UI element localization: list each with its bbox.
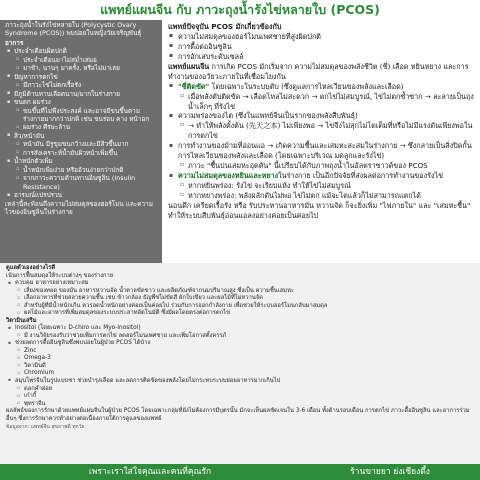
- symptom-item-sublist: [14, 107, 158, 132]
- symptom-item-subitem: ▫ มีภาวะไข่ไม่ตกเรื้อรัง: [23, 81, 158, 89]
- symptoms-panel: [0, 20, 162, 263]
- tcm-cause-term: ความไม่สมดุลของหยินและหยาง: [178, 171, 279, 181]
- tcm-label: แพทย์แผนจีน: [168, 61, 210, 71]
- supplement-item-subitem: ▫ ดอกคำฝอย: [24, 386, 475, 394]
- symptom-item-subitem: ▫ จากภาวะความต้านทานอินซูลิน (Insulin Resistance): [23, 174, 158, 191]
- tcm-cause-text: ความพร่องของไต (ซึ่งในแพทย์จีนเป็นรากของพลังสืบพันธุ์): [178, 111, 358, 121]
- modern-cause-item: ▪ การดื้อต่ออินซูลิน: [178, 42, 477, 52]
- supplement-item: [15, 340, 475, 378]
- symptom-item-subitem: ▫ ขนขึ้นที่ไม่พึงประสงค์ และอาจมีขนขึ้นตามร่างกายมากกว่าปกติ เช่น ขนรอบ คาง หน้าอก: [23, 107, 158, 124]
- tcm-cause-subitem: ▫ หากหยินพร่อง: รังไข่ จะเรียบแห้ง ทำให้ไข่ไม่สมบูรณ์: [188, 181, 477, 191]
- modern-cause-item: ▪ ความไม่สมดุลของฮอร์โมนเพศชายที่สูงผิดปกติ: [178, 32, 477, 42]
- self-care-list: [6, 280, 475, 318]
- lifestyle-note: นอนดึก เครียดเรื้อรัง หรือ รับประทานอาหารมัน หวานจัด ก็จะยิ่งเพิ่ม "ไฟภายใน" และ "เสมหะชื้น" ทำให้ระบบสืบพันธุ์อ่อนแอลงอย่างค่อยเป็นค่อยไป: [168, 200, 471, 220]
- pcos-intro: ภาวะถุงน้ำในรังไข่หลายใบ (Polycystic Ovary Syndrome (PCOS)) พบบ่อยในหญิงวัยเจริญพันธุ์: [5, 21, 142, 38]
- tcm-cause-text: โดยเฉพาะในระบบตับ (ซึ่งดูแลการไหลเวียนของพลังและเลือด): [209, 81, 404, 91]
- symptom-item: [14, 90, 158, 98]
- tcm-cause-item: [178, 171, 477, 201]
- tcm-cause-text: การทำงานของม้ามที่อ่อนแอ → เกิดความชื้นและเสมหะสะสมในร่างกาย → ซึ่งกลายเป็นสิ่งปิดกั้นการไหลเวียนของพลังและเลือด (โดยเฉพาะบริเวณ มดลูกและรังไข่): [178, 141, 472, 161]
- symptom-item-text: อารมณ์แปรปรวน: [14, 191, 63, 200]
- symptom-item-text: น้ำหนักตัวเพิ่ม: [14, 157, 53, 166]
- symptoms-summary: เหล่านี้สะท้อนถึงความไม่สมดุลของฮอร์โมน และความไวของอินซูลินในร่างกาย: [5, 199, 153, 216]
- supplement-item-sublist: [15, 348, 475, 378]
- self-care-section: [0, 263, 480, 464]
- symptom-item-sublist: [14, 140, 158, 157]
- tcm-cause-term: "ชี่ติดขัด": [178, 81, 210, 91]
- supplement-item-text: ช่วยลดการดื้ออินซูลินซึ่งพบบ่อยในผู้ป่วย PCOS ได้บ้าง: [15, 340, 151, 347]
- symptoms-list: [5, 47, 158, 199]
- symptom-item-text: ขนดก ผมร่วง: [14, 98, 51, 107]
- symptoms-heading: อาการ: [5, 38, 24, 47]
- supplement-item: [15, 378, 475, 408]
- tcm-cause-subitem: ▫ ภาวะ "ชื้นปนเสมหะอุดตัน" นี้เปรียบได้กับภาพถุงน้ำในอัลตราซาวด์ของ PCOS: [188, 161, 477, 171]
- modern-cause-item: ▪ การอักเสบระดับเซลล์: [178, 52, 477, 62]
- tcm-cause-sublist: [178, 121, 477, 141]
- tcm-causes-list: [168, 82, 477, 201]
- tcm-cause-text: ในร่างกาย เป็นอีกปัจจัยที่ส่งผลต่อการทำงานของรังไข่: [278, 171, 444, 181]
- supplement-item-subitem: ▫ พุทราจีน: [24, 401, 475, 409]
- supplement-item-subitem: ▫ Zinc: [24, 348, 475, 356]
- supplement-item-subitem: ▫ เก๋ากี้: [24, 393, 475, 401]
- care-item-subitem: ▫ เลือกอาหารที่ช่วยสลายความชื้น เช่น ข้าวกล้อง ธัญพืชไม่ขัดสี ผักใบเขียว และผลไม้ที่ไม่หวานจัด: [24, 295, 475, 303]
- supplement-item-subitem: ▫ Omega-3: [24, 355, 475, 363]
- care-item-subitem: ▫ ผลไม้และอาหารที่เพิ่มสมดุลของระบบประสาทอัตโนมัติ ซึ่งมีผลโดยตรงต่อการตกไข่: [24, 310, 475, 318]
- symptom-item: [14, 73, 158, 90]
- self-care-heading: ดูแลตัวเองอย่างไรดี: [6, 265, 56, 271]
- tcm-cause-sublist: [178, 181, 477, 201]
- tcm-cause-subitem: ▫ เมื่อพลังตับติดขัด → เลือดไหลไม่สะดวก → ตกไข่ไม่สมบูรณ์, ไข่ไม่ตกซ้ำซาก → ละลายเป็นถุงน้ำเล็กๆ ที่รังไข่: [188, 92, 477, 112]
- supplements-list: [6, 325, 475, 408]
- tcm-cause-item: [178, 82, 477, 112]
- tcm-cause-item: [178, 111, 477, 141]
- tcm-cause-item: [178, 141, 477, 171]
- supplement-item-text: สมุนไพรจีนในรูปแบบชา ช่วยบำรุงเลือด และลดการติดขัดของพลังโดยไม่กระทบระบบย่อยอาหารมากเกินไป: [15, 377, 281, 384]
- modern-medicine-heading: แพทย์ปัจจุบัน PCOS มักเกี่ยวข้องกับ: [168, 22, 282, 31]
- page-title: แพทย์แผนจีน กับ ภาวะถุงน้ำรังไข่หลายใบ (PCOS): [100, 2, 380, 17]
- symptom-item: [14, 157, 158, 191]
- symptom-item-subitem: ▫ การสังเคราะห์น้ำมันผิวหน้าเพิ่มขึ้น: [23, 149, 158, 157]
- supplement-item-subitem: ▫ มี งานวิจัยรองรับว่าช่วยเพิ่มการตกไข่ ลดฮอร์โมนเพศชาย และเพิ่มโอกาสตั้งครรภ์: [24, 333, 475, 341]
- tcm-intro-text: การเกิด PCOS มักเริ่มจาก ความไม่สมดุลของพลังชีวิต (ชี่) เลือด หยินหยาง และการทำงานของอวัยวะภายในที่เชื่อมโยงกัน: [168, 61, 469, 81]
- source-credit: ข้อมูลจาก: แพทย์จีน สุขภาพดี ทุกวัย: [6, 424, 85, 431]
- supplement-item-subitem: ▫ Chromium: [24, 370, 475, 378]
- footer-bar: [0, 464, 480, 480]
- tcm-cause-sublist: [178, 92, 477, 112]
- symptom-item: [14, 132, 158, 157]
- tcm-cause-subitem: ▫ → ทำให้พลังตั้งต้น (先天之本) ไม่เพียงพอ → ไข่จึงไม่สุกไม่โตเต็มที่หรือไม่มีแรงดันเพียงพอในการตกไข่: [188, 121, 477, 141]
- symptom-item-sublist: [14, 166, 158, 191]
- supplement-item-text: Inositol (โดยเฉพาะ D-chiro และ Myo-inositol): [15, 325, 141, 332]
- symptom-item-subitem: ▫ หน้ามัน มีรูขุมขนกว้างและมีสิวขึ้นมาก: [23, 140, 158, 148]
- footer-store-name: ร้านขายยา ย่งเชียงตึ้ง: [350, 467, 430, 477]
- tcm-cause-subitem: ▫ หากหยางพร่อง: พลังผลักดันไม่พอ ไข่ไม่ตก แม้จะโตแล้วก็ไม่สามารถแตกได้: [188, 191, 477, 201]
- symptom-item-subitem: ▫ มาช้า, นานๆ มาครั้ง, หรือไม่มาเลย: [23, 64, 158, 72]
- symptom-item-text: ประจำเดือนผิดปกติ: [14, 47, 67, 56]
- care-item-text: ควบคุม อาหารอย่างเหมาะสม: [15, 280, 89, 287]
- care-item-subitem: ▫ สำหรับผู้ที่มีน้ำหนักเกิน ควรลดน้ำหนักอย่างค่อยเป็นค่อยไป ร่วมกับการออกกำลังกาย เพื่อช่วยให้ระบบฮอร์โมนกลับมาสมดุล: [24, 303, 475, 311]
- symptom-item-sublist: [14, 56, 158, 73]
- symptom-item: [14, 47, 158, 72]
- supplement-item: [15, 325, 475, 340]
- tcm-intro: [168, 62, 477, 82]
- supplement-item-subitem: ▫ วิตามินดี: [24, 363, 475, 371]
- symptom-item-subitem: ▫ ประจำเดือนมาไม่สม่ำเสมอ: [23, 56, 158, 64]
- supplement-item-sublist: [15, 386, 475, 409]
- causes-panel: [163, 20, 480, 263]
- symptom-item-text: สิว/หน้ามัน: [14, 131, 45, 140]
- symptom-item-subitem: ▫ ผมร่วง ศีรษะล้าน: [23, 123, 158, 131]
- supplements-heading: วิตามินเสริม: [6, 317, 37, 324]
- treatment-outcome-note: ผลลัพธ์ของการรักษาด้วยแพทย์แผนจีนในผู้ป่วย PCOS โดยเฉพาะกลุ่มที่ยังไม่ต้องการมีบุตรนั้น มักจะเห็นผลชัดเจนใน 3-6 เดือน ทั้งด้านรอบเดือน การตกไข่ ภาวะดื้ออินซูลิน และอาการร่วมอื่นๆ ซึ่งการรักษาควรทำอย่างต่อเนื่องภายใต้การดูแลของแพทย์: [6, 408, 470, 422]
- symptom-item: [14, 191, 158, 199]
- tcm-cause-sublist: [178, 161, 477, 171]
- symptom-item-text: ปัญหาการตกไข่: [14, 72, 58, 81]
- care-item-sublist: [15, 288, 475, 318]
- footer-slogan: เพราะเราใส่ใจคุณและคนที่คุณรัก: [88, 467, 212, 477]
- modern-medicine-list: [168, 32, 477, 62]
- symptom-item-sublist: [14, 81, 158, 89]
- care-item-subitem: ▫ เลี่ยงของทอด ของมัน อาหารหวานจัด น้ำตาลขัดขาว และผลิตภัณฑ์จากนมปริมาณสูง ซึ่งเป็น ความชื้นเสมหะ: [24, 288, 475, 296]
- care-item: [15, 280, 475, 318]
- symptom-item: [14, 98, 158, 132]
- self-care-lead: เน้นการฟื้นสมดุลให้ระบบต่างๆ ของร่างกาย: [6, 272, 114, 279]
- symptom-item-text: มีภูมิต้านทานเลือดนาน/มากในร่างกาย: [14, 89, 120, 98]
- symptom-item-subitem: ▫ น้ำหนักเพิ่มง่าย หรืออ้วนง่ายกว่าปกติ: [23, 166, 158, 174]
